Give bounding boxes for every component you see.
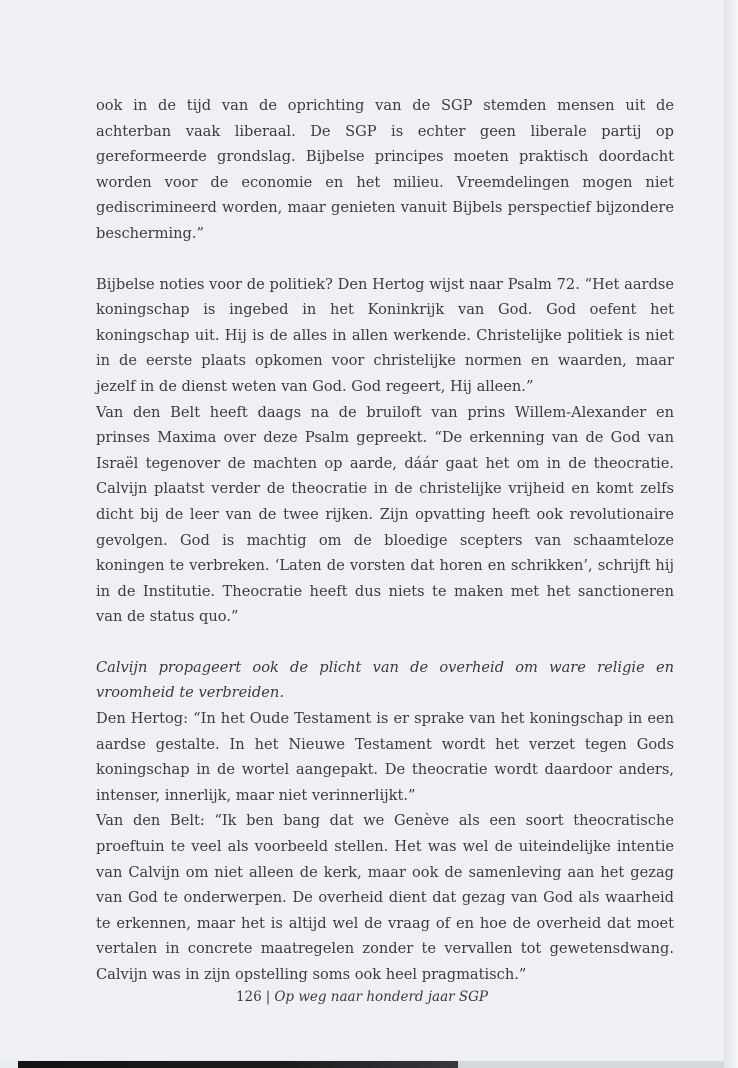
interview-question: Calvijn propageert ook de plicht van de overheid om ware religie en vroomheid te verbreiden. xyxy=(96,658,674,702)
book-title: Op weg naar honderd jaar SGP xyxy=(274,989,489,1005)
page-edge-shadow xyxy=(724,0,738,1068)
page-number: 126 xyxy=(235,989,262,1005)
scan-bottom-edge-light xyxy=(458,1061,724,1068)
paragraph-achterban: ook in de tijd van de oprichting van de SGP stemden mensen uit de achterban vaak liberaal. De SGP is echter geen liberale partij op gereformeerde grondslag. Bijbelse principes moeten praktisch doordacht worden voor de economie en het milieu. Vreemdelingen mogen niet gediscrimineerd worden, maar genieten vanuit Bijbels perspectief bijzondere bescherming.” xyxy=(96,97,674,242)
scan-bottom-edge xyxy=(18,1061,458,1068)
paragraph-van-den-belt-answer: Van den Belt: “Ik ben bang dat we Genève als een soort theocratische proeftuin te veel als voorbeeld stellen. Het was wel de uiteindelijke intentie van Calvijn om niet alleen de kerk, maar ook de samenleving aan het gezag van God te onderwerpen. De overheid dient dat gezag van God als waarheid te erkennen, maar het is altijd wel de vraag of en hoe de overheid dat moet vertalen in concrete maatregelen zonder te vervallen tot gewetensdwang. Calvijn was in zijn opstelling soms ook heel pragmatisch.” xyxy=(96,812,674,983)
paragraph-psalm-72: Bijbelse noties voor de politiek? Den Hertog wijst naar Psalm 72. “Het aardse koningschap is ingebed in het Koninkrijk van God. God oefent het koningschap uit. Hij is de alles in allen werkende. Christelijke politiek is niet in de eerste plaats opkomen voor christelijke normen en waarden, maar jezelf in de dienst weten van God. God regeert, Hij alleen.” xyxy=(96,275,674,395)
body-text xyxy=(96,93,674,988)
paragraph-den-hertog-answer: Den Hertog: “In het Oude Testament is er sprake van het koningschap in een aardse gestalte. In het Nieuwe Testament wordt het verzet tegen Gods koningschap in de wortel aangepakt. De theocratie wordt daardoor anders, intenser, innerlijk, maar niet verinnerlijkt.” xyxy=(96,710,674,804)
footer-separator: | xyxy=(265,989,271,1005)
paragraph-van-den-belt-preek: Van den Belt heeft daags na de bruiloft van prins Willem-Alexander en prinses Maxima over deze Psalm gepreekt. “De erkenning van de God van Israël tegenover de machten op aarde, dáár gaat het om in de theocratie. Calvijn plaatst verder de theocratie in de christelijke vrijheid en komt zelfs dicht bij de leer van de twee rijken. Zijn opvatting heeft ook revolutionaire gevolgen. God is machtig om de bloedige scepters van schaamteloze koningen te verbreken. ‘Laten de vorsten dat horen en schrikken’, schrijft hij in de Institutie. Theocratie heeft dus niets te maken met het sanctioneren van de status quo.” xyxy=(96,403,674,626)
page-footer xyxy=(0,989,724,1005)
